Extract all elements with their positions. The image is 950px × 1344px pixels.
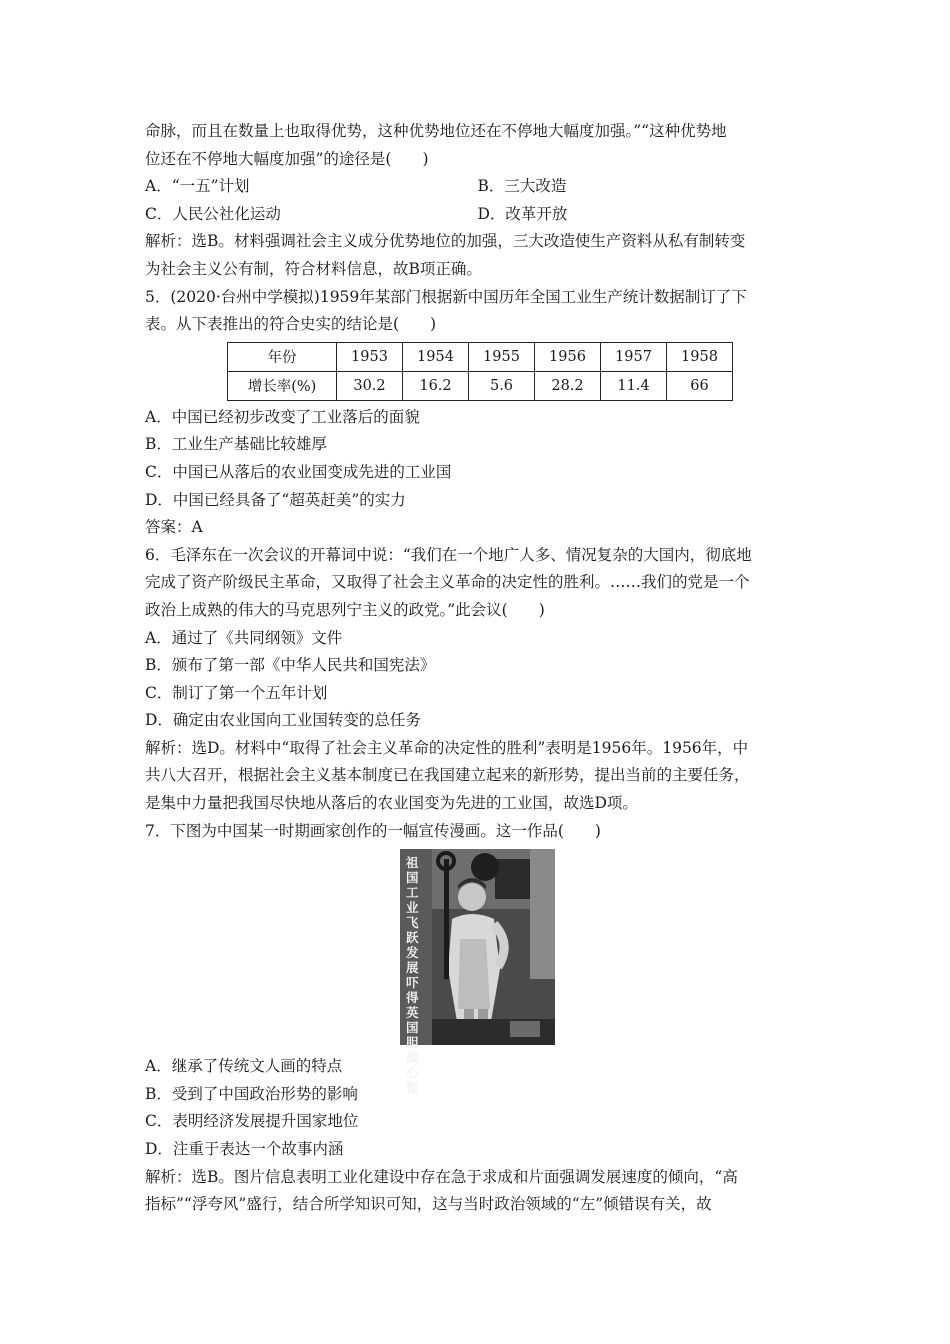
table-row-label: 增长率(%) — [228, 371, 337, 400]
q5-option-b: B．工业生产基础比较雄厚 — [145, 435, 327, 454]
q4-analysis-line: 解析：选B。材料强调社会主义成分优势地位的加强，三大改造使生产资料从私有制转变 — [145, 232, 746, 251]
q4-option-c: C．人民公社化运动 — [145, 204, 281, 223]
table-cell-rate: 16.2 — [403, 371, 469, 400]
table-cell-rate: 66 — [667, 371, 733, 400]
q6-text-line: 完成了资产阶级民主革命，又取得了社会主义革命的决定性的胜利。……我们的党是一个 — [145, 573, 750, 592]
table-cell-year: 1958 — [667, 342, 733, 371]
q5-option-d: D．中国已经具备了“超英赶美”的实力 — [145, 490, 406, 509]
q5-option-c: C．中国已从落后的农业国变成先进的工业国 — [145, 462, 452, 481]
q4-option-b: B．三大改造 — [477, 177, 567, 196]
q4-text-line: 命脉，而且在数量上也取得优势，这种优势地位还在不停地大幅度加强。”“这种优势地 — [145, 122, 727, 140]
q5-text-line: 5．(2020·台州中学模拟)1959年某部门根据新中国历年全国工业生产统计数据制订了下 — [145, 287, 747, 306]
q5-answer: 答案：A — [145, 518, 203, 537]
q4-options-row — [145, 173, 810, 201]
q6-option-a: A．通过了《共同纲领》文件 — [145, 628, 343, 647]
poster-caption: 祖国工业飞跃发展吓得英国胆战心惊 — [406, 855, 419, 1096]
table-cell-rate: 28.2 — [535, 371, 601, 400]
table-cell-year: 1954 — [403, 342, 469, 371]
q6-text-line: 政治上成熟的伟大的马克思列宁主义的政党。”此会议( ) — [145, 600, 545, 619]
table-cell-rate: 5.6 — [469, 371, 535, 400]
document-page — [145, 118, 810, 1219]
q6-option-b: B．颁布了第一部《中华人民共和国宪法》 — [145, 656, 436, 675]
q6-analysis-line: 是集中力量把我国尽快地从落后的农业国变为先进的工业国，故选D项。 — [145, 794, 638, 813]
q4-analysis-line: 为社会主义公有制，符合材料信息，故B项正确。 — [145, 259, 482, 278]
table-cell-rate: 30.2 — [337, 371, 403, 400]
q4-text-line: 位还在不停地大幅度加强”的途径是( ) — [145, 149, 429, 168]
q6-text-line: 6．毛泽东在一次会议的开幕词中说：“我们在一个地广人多、情况复杂的大国内，彻底地 — [145, 545, 752, 564]
propaganda-poster-image — [400, 849, 555, 1096]
q6-analysis-line: 共八大召开，根据社会主义基本制度已在我国建立起来的新形势，提出当前的主要任务， — [145, 766, 750, 785]
table-row — [228, 371, 733, 400]
q7-option-b: B．受到了中国政治形势的影响 — [145, 1084, 358, 1103]
table-cell-year: 1956 — [535, 342, 601, 371]
q7-option-a: A．继承了传统文人画的特点 — [145, 1057, 343, 1076]
table-row — [228, 342, 733, 371]
q5-text-line: 表。从下表推出的符合史实的结论是( ) — [145, 315, 437, 334]
growth-rate-table — [227, 342, 733, 401]
q6-analysis-line: 解析：选D。材料中“取得了社会主义革命的决定性的胜利”表明是1956年。1956年，中 — [145, 738, 749, 757]
table-header-label: 年份 — [228, 342, 337, 371]
q4-option-d: D．改革开放 — [477, 204, 568, 223]
q6-option-d: D．确定由农业国向工业国转变的总任务 — [145, 711, 421, 730]
q4-option-a: A．“一五”计划 — [145, 177, 250, 196]
table-cell-year: 1955 — [469, 342, 535, 371]
q7-option-c: C．表明经济发展提升国家地位 — [145, 1112, 359, 1131]
q7-text-line: 7．下图为中国某一时期画家创作的一幅宣传漫画。这一作品( ) — [145, 821, 601, 840]
table-cell-year: 1953 — [337, 342, 403, 371]
table-cell-year: 1957 — [601, 342, 667, 371]
q5-option-a: A．中国已经初步改变了工业落后的面貌 — [145, 407, 420, 426]
q7-option-d: D．注重于表达一个故事内涵 — [145, 1140, 344, 1159]
q4-options-row — [145, 201, 810, 229]
q7-analysis-line: 解析：选B。图片信息表明工业化建设中存在急于求成和片面强调发展速度的倾向，“高 — [145, 1167, 738, 1186]
q6-option-c: C．制订了第一个五年计划 — [145, 683, 328, 702]
q7-analysis-line: 指标”“浮夸风”盛行，结合所学知识可知，这与当时政治领域的“左”倾错误有关，故 — [145, 1195, 712, 1214]
table-cell-rate: 11.4 — [601, 371, 667, 400]
